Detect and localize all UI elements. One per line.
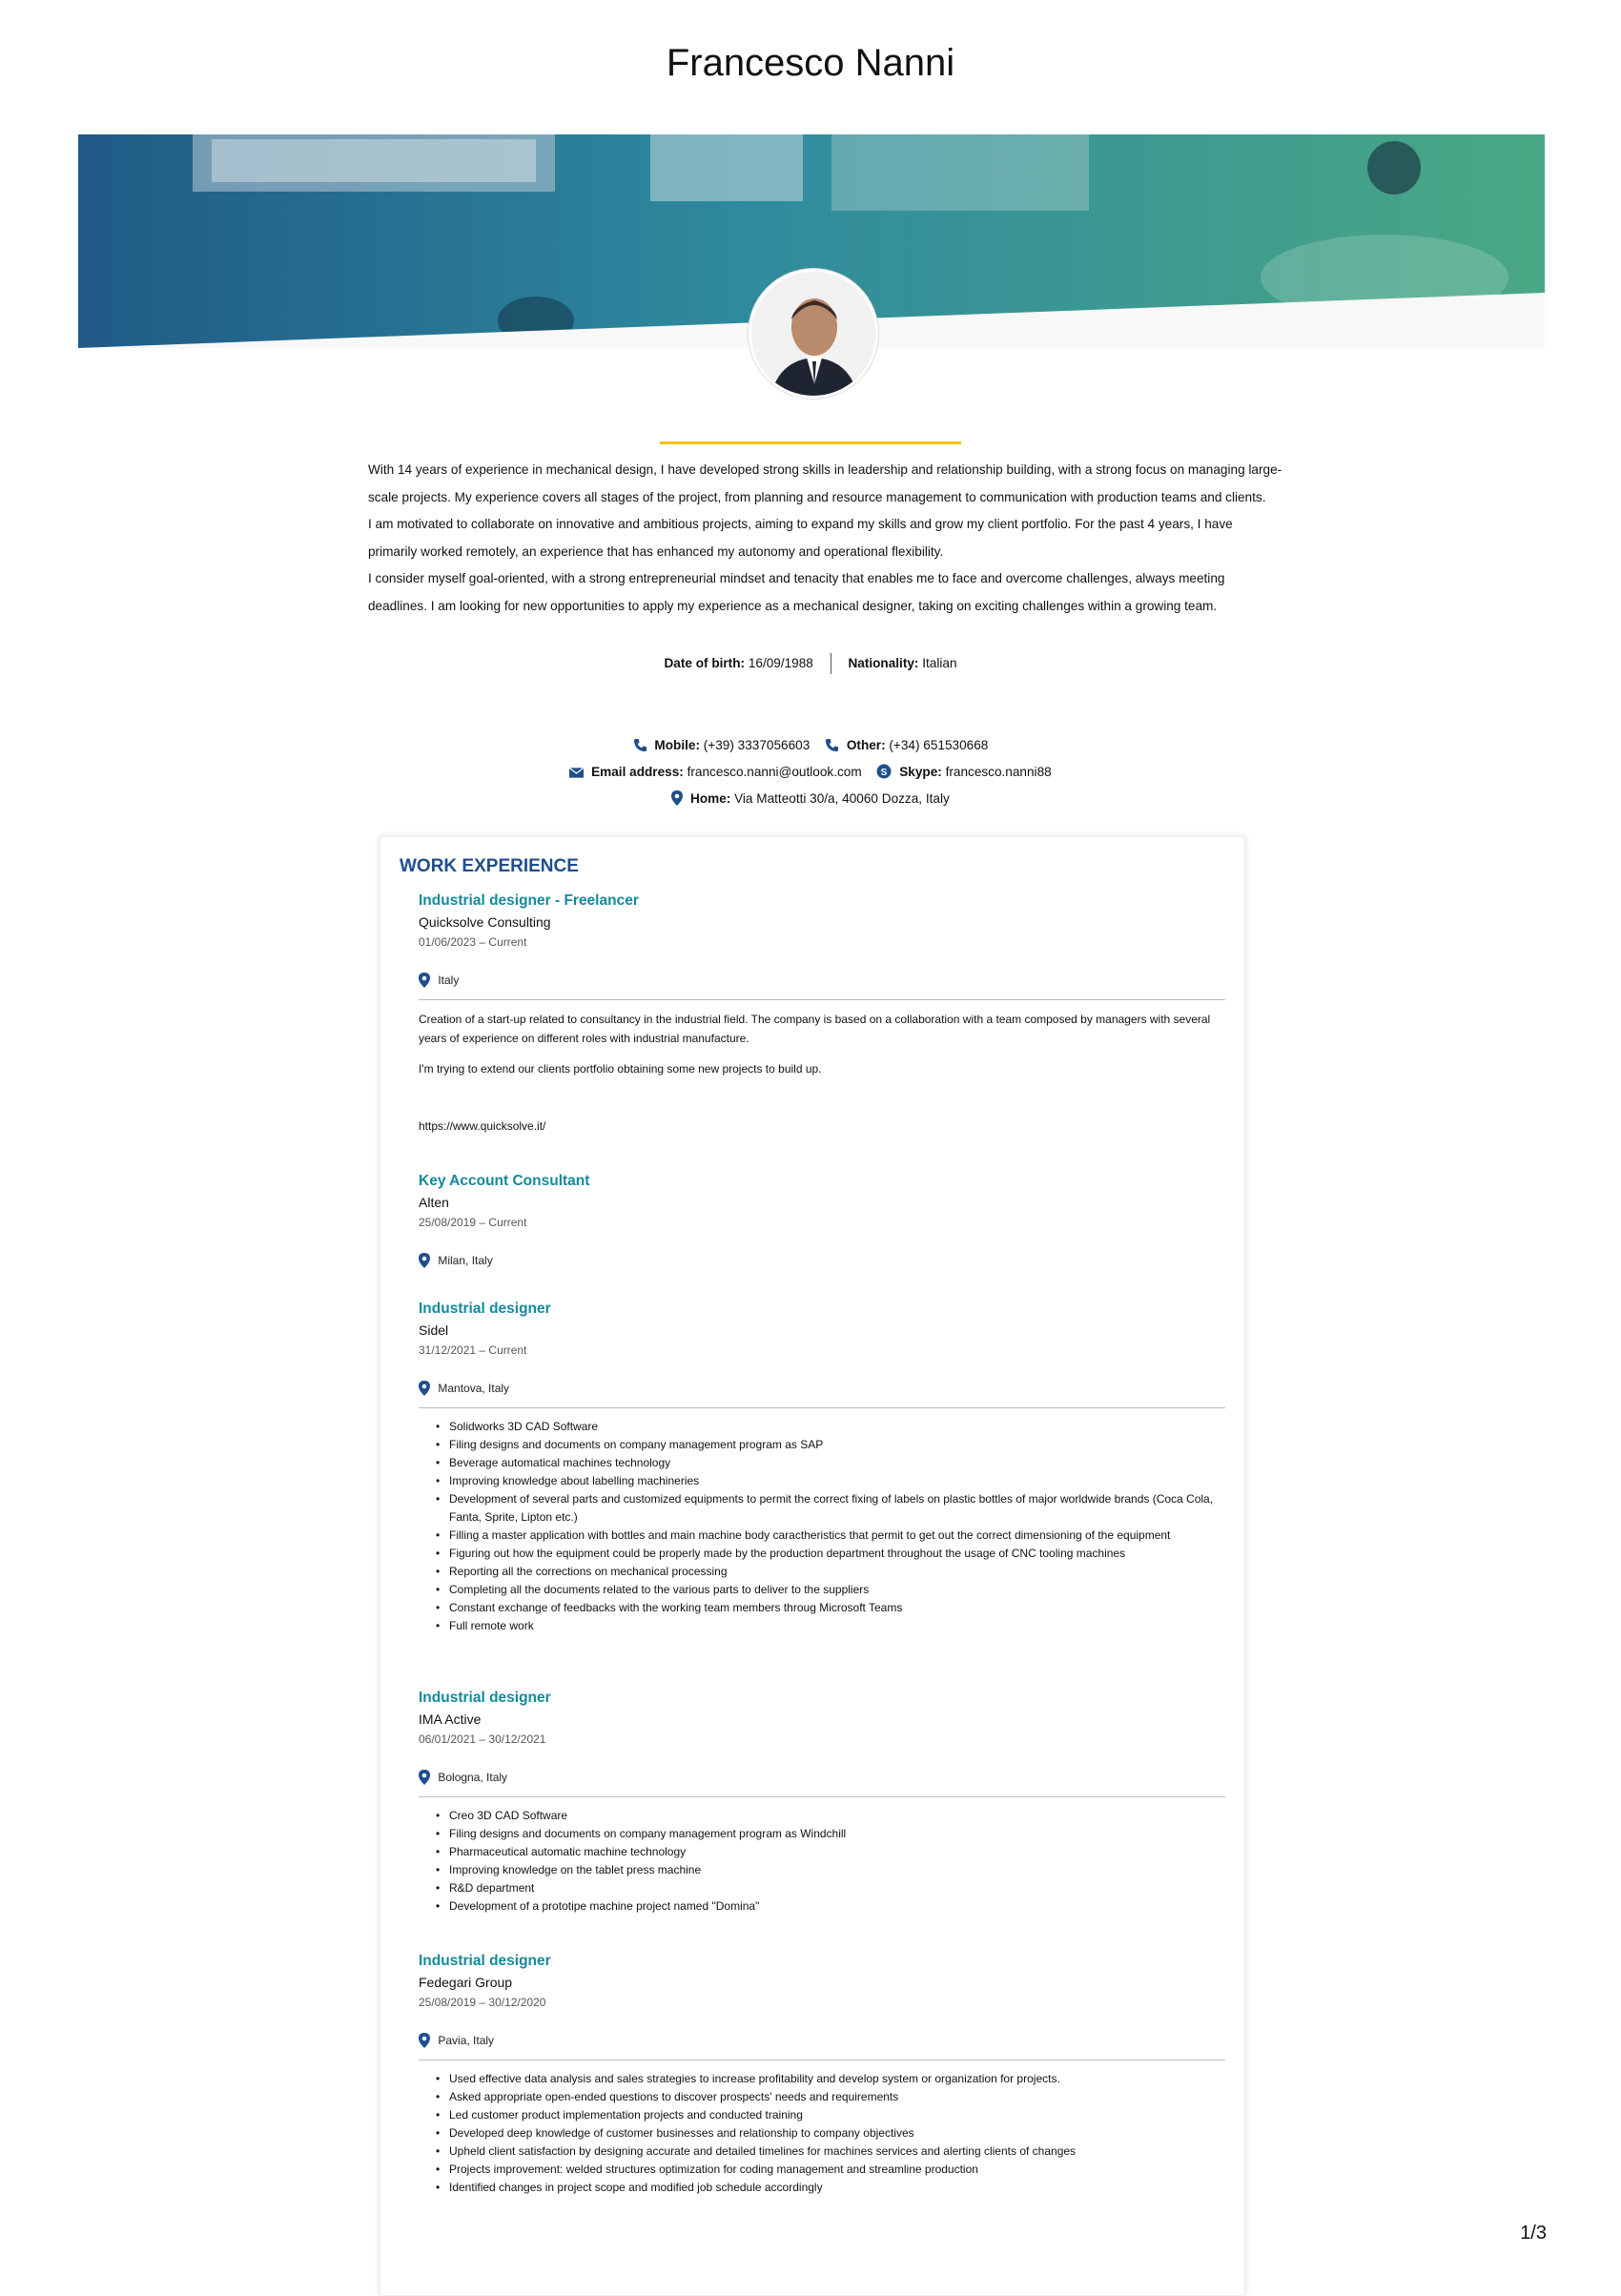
map-pin-icon <box>419 1770 430 1785</box>
mobile-value[interactable]: (+39) 3337056603 <box>703 738 810 752</box>
list-item: • Filing designs and documents on company management program as SAP <box>449 1436 1225 1454</box>
description-paragraph: Creation of a start-up related to consultancy in the industrial field. The company is based on a collaboration with a team composed by managers with several years of experience on different roles with industrial manufacture. <box>419 1013 1211 1045</box>
skype-value[interactable]: francesco.nanni88 <box>945 765 1052 779</box>
job-company: Fedegari Group <box>419 1975 513 1990</box>
list-item: • Used effective data analysis and sales strategies to increase profitability and develop system or organization for projects. <box>449 2070 1225 2088</box>
list-item: • Solidworks 3D CAD Software <box>449 1418 1225 1436</box>
section-title: WORK EXPERIENCE <box>400 856 579 876</box>
job-company: IMA Active <box>419 1712 482 1727</box>
personal-info <box>0 650 1621 677</box>
description-paragraph: I'm trying to extend our clients portfolio obtaining some new projects to build up. <box>419 1062 822 1076</box>
job-dates: 25/08/2019 – Current <box>419 1216 527 1229</box>
job-company: Alten <box>419 1195 449 1210</box>
list-item: • Upheld client satisfaction by designing accurate and detailed timelines for machines services and alerting clients of changes <box>449 2142 1225 2161</box>
job-location-text: Italy <box>438 974 460 987</box>
job-company: Quicksolve Consulting <box>419 914 551 930</box>
job-company: Sidel <box>419 1322 449 1338</box>
company-link[interactable]: https://www.quicksolve.it/ <box>419 1119 546 1133</box>
work-experience-card <box>380 836 1245 2296</box>
mobile-item <box>633 732 810 759</box>
map-pin-icon <box>419 2033 430 2048</box>
list-item: • Filing designs and documents on company management program as Windchill <box>449 1825 1225 1843</box>
list-item: • Led customer product implementation projects and conducted training <box>449 2106 1225 2124</box>
email-value[interactable]: francesco.nanni@outlook.com <box>687 765 862 779</box>
skype-label: Skype: <box>899 765 942 779</box>
job-dates: 25/08/2019 – 30/12/2020 <box>419 1996 546 2009</box>
list-item: • Improving knowledge on the tablet press machine <box>449 1861 1225 1879</box>
job-description <box>419 1010 1225 1136</box>
job-entry <box>419 1299 1225 1635</box>
list-item: • Pharmaceutical automatic machine technology <box>449 1843 1225 1861</box>
list-item: • Completing all the documents related to the various parts to deliver to the suppliers <box>449 1581 1225 1599</box>
job-title: Industrial designer <box>419 1301 551 1317</box>
home-label: Home: <box>690 791 731 806</box>
skype-item <box>876 759 1051 786</box>
map-pin-icon <box>419 1381 430 1396</box>
job-entry <box>419 1688 1225 1916</box>
profile-summary <box>368 457 1283 621</box>
phone-icon <box>825 738 839 752</box>
map-pin-icon <box>419 1253 430 1268</box>
summary-paragraph: I am motivated to collaborate on innovative and ambitious projects, aiming to expand my skills and grow my client portfolio. For the past 4 years, I have primarily worked remotely, an experience that has enhanced my autonomy and operational flexibility. <box>368 517 1233 559</box>
list-item: • Identified changes in project scope and modified job schedule accordingly <box>449 2179 1225 2197</box>
nationality-label: Nationality: <box>848 656 919 670</box>
job-title: Industrial designer <box>419 1953 551 1969</box>
page-title: Francesco Nanni <box>666 42 955 84</box>
dob-label: Date of birth: <box>664 656 746 670</box>
job-location <box>419 1379 1225 1398</box>
list-item: • Reporting all the corrections on mechanical processing <box>449 1563 1225 1581</box>
home-item <box>671 786 950 812</box>
other-label: Other: <box>846 738 886 752</box>
job-bullets <box>419 2070 1225 2197</box>
list-item: • Developed deep knowledge of customer businesses and relationship to company objectives <box>449 2124 1225 2142</box>
contact-row-online <box>0 759 1621 786</box>
home-value: Via Matteotti 30/a, 40060 Dozza, Italy <box>734 791 950 806</box>
mobile-label: Mobile: <box>654 738 700 752</box>
list-item: • Constant exchange of feedbacks with the working team members throug Microsoft Teams <box>449 1599 1225 1617</box>
job-bullets <box>419 1418 1225 1635</box>
email-item <box>569 759 861 786</box>
job-dates: 01/06/2023 – Current <box>419 935 527 949</box>
profile-photo <box>749 269 878 399</box>
other-phone-item <box>825 732 988 759</box>
list-item: • Development of a prototipe machine project named "Domina" <box>449 1897 1225 1916</box>
job-location <box>419 971 1225 990</box>
skype-icon <box>876 764 892 779</box>
email-label: Email address: <box>591 765 684 779</box>
list-item: • Development of several parts and customized equipments to permit the correct fixing of labels on plastic bottles of major worldwide brands (Coca Cola, Fanta, Sprite, Lipton etc.) <box>449 1490 1225 1527</box>
job-dates: 06/01/2021 – 30/12/2021 <box>419 1732 546 1746</box>
list-item: • Creo 3D CAD Software <box>449 1807 1225 1825</box>
list-item: • Projects improvement: welded structures optimization for coding management and streamline production <box>449 2161 1225 2179</box>
job-location-text: Mantova, Italy <box>438 1382 510 1395</box>
contact-row-home <box>0 786 1621 812</box>
contact-info <box>0 732 1621 812</box>
map-pin-icon <box>671 790 683 806</box>
map-pin-icon <box>419 973 430 988</box>
envelope-icon <box>569 767 584 779</box>
list-item: • Improving knowledge about labelling machineries <box>449 1472 1225 1490</box>
list-item: • Asked appropriate open-ended questions to discover prospects' needs and requirements <box>449 2088 1225 2106</box>
divider <box>419 999 1225 1000</box>
list-item: • Figuring out how the equipment could be properly made by the production department throughout the usage of CNC tooling machines <box>449 1545 1225 1563</box>
job-entry <box>419 891 1225 1147</box>
job-dates: 31/12/2021 – Current <box>419 1343 527 1357</box>
job-title: Key Account Consultant <box>419 1173 590 1189</box>
job-title: Industrial designer - Freelancer <box>419 892 639 909</box>
nationality-value: Italian <box>922 656 957 670</box>
dob-value: 16/09/1988 <box>748 656 813 670</box>
section-divider <box>660 441 961 444</box>
divider <box>419 1407 1225 1408</box>
job-location-text: Pavia, Italy <box>438 2034 495 2047</box>
other-value[interactable]: (+34) 651530668 <box>889 738 989 752</box>
job-entry <box>419 1951 1225 2197</box>
phone-icon <box>633 738 647 752</box>
job-location <box>419 2031 1225 2050</box>
job-entry <box>419 1171 1225 1270</box>
divider <box>419 1796 1225 1797</box>
job-location <box>419 1251 1225 1270</box>
job-title: Industrial designer <box>419 1690 551 1706</box>
job-location-text: Milan, Italy <box>438 1254 493 1267</box>
summary-paragraph: With 14 years of experience in mechanical design, I have developed strong skills in leadership and relationship building, with a strong focus on managing large-scale projects. My experience covers all stages of the project, from planning and resource management to communication with production teams and clients. <box>368 462 1282 504</box>
svg-text:S: S <box>881 768 888 778</box>
list-item: • Beverage automatical machines technology <box>449 1454 1225 1472</box>
list-item: • R&D department <box>449 1879 1225 1897</box>
contact-row-phones <box>0 732 1621 759</box>
list-item: • Full remote work <box>449 1617 1225 1635</box>
job-bullets <box>419 1807 1225 1916</box>
summary-paragraph: I consider myself goal-oriented, with a strong entrepreneurial mindset and tenacity that enables me to face and overcome challenges, always meeting deadlines. I am looking for new opportunities to apply my experience as a mechanical designer, taking on exciting challenges within a growing team. <box>368 571 1225 613</box>
job-location <box>419 1768 1225 1787</box>
list-item: • Filling a master application with bottles and main machine body caractheristics that permit to get out the correct dimensioning of the equipment <box>449 1527 1225 1545</box>
page-number: 1/3 <box>1520 2223 1547 2244</box>
job-location-text: Bologna, Italy <box>438 1771 508 1784</box>
